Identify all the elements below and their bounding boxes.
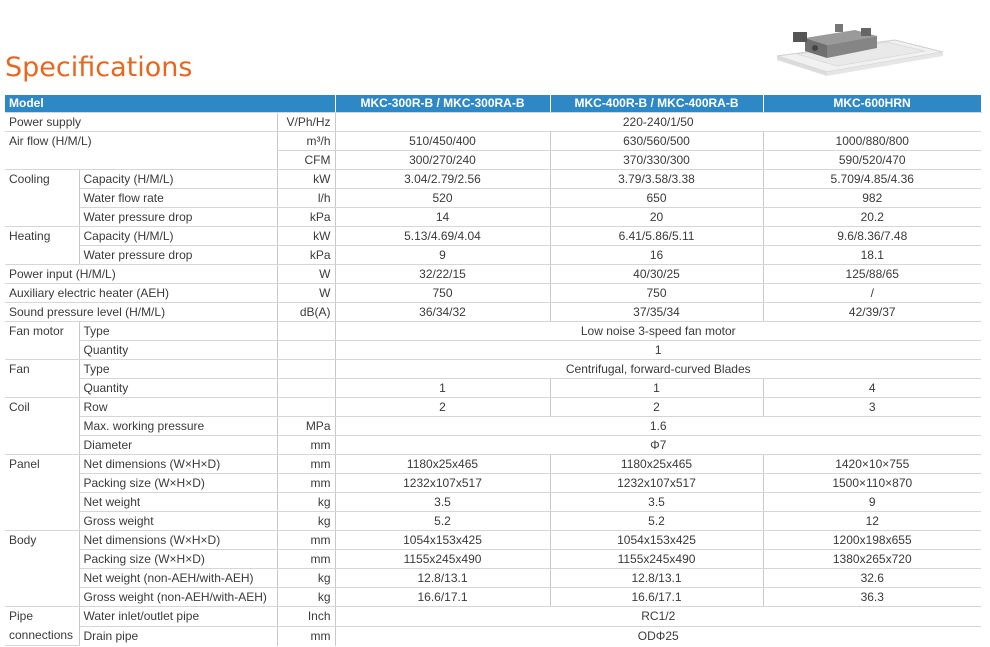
table-row — [5, 170, 981, 189]
header-model-2: MKC-400R-B / MKC-400RA-B — [550, 95, 763, 113]
row-unit: mm — [277, 474, 335, 493]
row-value-3: 9 — [763, 493, 981, 512]
table-row — [5, 626, 981, 645]
table-row — [5, 474, 981, 493]
row-label: Capacity (H/M/L) — [79, 227, 277, 246]
row-value-2: 750 — [550, 284, 763, 303]
row-value-3: 5.709/4.85/4.36 — [763, 170, 981, 189]
row-unit: mm — [277, 626, 335, 645]
row-value-1: 36/34/32 — [335, 303, 550, 322]
row-value: 220-240/1/50 — [335, 113, 981, 132]
row-label: Water pressure drop — [79, 208, 277, 227]
specifications-table — [5, 95, 982, 646]
row-unit — [277, 360, 335, 379]
group-label-fan-motor: Fan motor — [5, 322, 79, 360]
header-model: Model — [5, 95, 335, 113]
row-label: Gross weight (non-AEH/with-AEH) — [79, 588, 277, 607]
row-value: Low noise 3-speed fan motor — [335, 322, 981, 341]
row-value: ODΦ25 — [637, 629, 679, 644]
row-value-2: 1232x107x517 — [550, 474, 763, 493]
table-row — [5, 588, 981, 607]
table-row — [5, 531, 981, 550]
row-label: Type — [79, 322, 277, 341]
row-label: Quantity — [79, 379, 277, 398]
row-label: Drain pipe — [79, 626, 277, 645]
row-value-1: 1054x153x425 — [335, 531, 550, 550]
row-value-2: 5.2 — [550, 512, 763, 531]
row-value-1: 1232x107x517 — [335, 474, 550, 493]
row-unit: kg — [277, 569, 335, 588]
table-row — [5, 493, 981, 512]
row-label: Net weight (non-AEH/with-AEH) — [79, 569, 277, 588]
row-value-3: 1200x198x655 — [763, 531, 981, 550]
table-row — [5, 398, 981, 417]
row-value: 1 — [335, 341, 981, 360]
row-value-2: 630/560/500 — [550, 132, 763, 151]
row-unit: mm — [277, 455, 335, 474]
row-label: Capacity (H/M/L) — [79, 170, 277, 189]
row-value-3: 125/88/65 — [763, 265, 981, 284]
row-value-1: 5.13/4.69/4.04 — [335, 227, 550, 246]
row-label: Packing size (W×H×D) — [79, 474, 277, 493]
row-label: Power supply — [5, 113, 277, 132]
row-value-3: / — [763, 284, 981, 303]
row-value-2: 16 — [550, 246, 763, 265]
group-label-coil: Coil — [5, 398, 79, 455]
row-value-1: 510/450/400 — [335, 132, 550, 151]
row-value-1: 2 — [335, 398, 550, 417]
row-unit: mm — [277, 550, 335, 569]
row-value-2: 3.79/3.58/3.38 — [550, 170, 763, 189]
row-unit: m³/h — [277, 132, 335, 151]
table-row — [5, 265, 981, 284]
table-row — [5, 455, 981, 474]
row-label: Max. working pressure — [79, 417, 277, 436]
row-unit: MPa — [277, 417, 335, 436]
row-label: Air flow (H/M/L) — [5, 132, 277, 170]
group-label-panel: Panel — [5, 455, 79, 531]
row-label: Net dimensions (W×H×D) — [79, 531, 277, 550]
row-value-1: 3.5 — [335, 493, 550, 512]
table-row — [5, 246, 981, 265]
table-row — [5, 189, 981, 208]
row-value-2: 37/35/34 — [550, 303, 763, 322]
page-title: Specifications — [5, 52, 193, 83]
row-label: Type — [79, 360, 277, 379]
row-value-1: 14 — [335, 208, 550, 227]
row-value-2: 20 — [550, 208, 763, 227]
row-unit: CFM — [277, 151, 335, 170]
row-label: Water flow rate — [79, 189, 277, 208]
group-label-fan: Fan — [5, 360, 79, 398]
row-value: Centrifugal, forward-curved Blades — [335, 360, 981, 379]
row-value: RC1/2 — [335, 607, 981, 627]
table-row — [5, 607, 981, 627]
row-value-3: 3 — [763, 398, 981, 417]
row-value-1: 1 — [335, 379, 550, 398]
table-row — [5, 417, 981, 436]
row-value-1: 16.6/17.1 — [335, 588, 550, 607]
row-value-1: 32/22/15 — [335, 265, 550, 284]
row-value-2: 3.5 — [550, 493, 763, 512]
row-label: Power input (H/M/L) — [5, 265, 277, 284]
row-label: Diameter — [79, 436, 277, 455]
row-value-3: 20.2 — [763, 208, 981, 227]
table-row — [5, 303, 981, 322]
row-unit: mm — [277, 436, 335, 455]
header-row — [5, 95, 981, 113]
header-model-3: MKC-600HRN — [763, 95, 981, 113]
row-unit — [277, 398, 335, 417]
row-value-3: 1380x265x720 — [763, 550, 981, 569]
row-value-2: 6.41/5.86/5.11 — [550, 227, 763, 246]
row-value-2: 40/30/25 — [550, 265, 763, 284]
row-label: Sound pressure level (H/M/L) — [5, 303, 277, 322]
table-row — [5, 436, 981, 455]
row-unit: kg — [277, 588, 335, 607]
row-label: Quantity — [79, 341, 277, 360]
table-row — [5, 569, 981, 588]
row-value-3: 4 — [763, 379, 981, 398]
row-unit: kW — [277, 227, 335, 246]
row-value-1: 3.04/2.79/2.56 — [335, 170, 550, 189]
row-value-2: 370/330/300 — [550, 151, 763, 170]
row-value-3: 32.6 — [763, 569, 981, 588]
row-value-3: 1000/880/800 — [763, 132, 981, 151]
table-row — [5, 512, 981, 531]
row-unit: kg — [277, 512, 335, 531]
row-value-3: 1500×110×870 — [763, 474, 981, 493]
table-row — [5, 208, 981, 227]
row-value-3: 982 — [763, 189, 981, 208]
table-row — [5, 113, 981, 132]
table-row — [5, 132, 981, 151]
row-unit: kg — [277, 493, 335, 512]
row-value-3: 36.3 — [763, 588, 981, 607]
table-row — [5, 322, 981, 341]
row-label: Auxiliary electric heater (AEH) — [5, 284, 277, 303]
row-unit — [277, 379, 335, 398]
row-value-2: 650 — [550, 189, 763, 208]
row-value-1: 750 — [335, 284, 550, 303]
row-value-3: 18.1 — [763, 246, 981, 265]
row-label: Net weight — [79, 493, 277, 512]
row-unit: l/h — [277, 189, 335, 208]
cassette-unit-image — [775, 18, 945, 78]
row-unit: kPa — [277, 246, 335, 265]
group-label-pipe-connections: Pipe connections — [5, 607, 79, 646]
row-unit — [277, 341, 335, 360]
row-value-2: 16.6/17.1 — [550, 588, 763, 607]
row-unit: W — [277, 265, 335, 284]
row-value-1: 12.8/13.1 — [335, 569, 550, 588]
table-row — [5, 379, 981, 398]
row-value-1: 520 — [335, 189, 550, 208]
group-label-body: Body — [5, 531, 79, 607]
table-row — [5, 227, 981, 246]
group-label-cooling: Cooling — [5, 170, 79, 227]
row-unit: mm — [277, 531, 335, 550]
table-row — [5, 360, 981, 379]
row-value: 1.6 — [335, 417, 981, 436]
row-value-3: 12 — [763, 512, 981, 531]
table-row — [5, 341, 981, 360]
row-value-3: 1420×10×755 — [763, 455, 981, 474]
row-unit: dB(A) — [277, 303, 335, 322]
row-value-3: 9.6/8.36/7.48 — [763, 227, 981, 246]
row-label: Water inlet/outlet pipe — [79, 607, 277, 627]
row-value-2: 1054x153x425 — [550, 531, 763, 550]
row-value-1: 1155x245x490 — [335, 550, 550, 569]
row-value-1: 5.2 — [335, 512, 550, 531]
row-label: Water pressure drop — [79, 246, 277, 265]
row-unit: kW — [277, 170, 335, 189]
row-unit: kPa — [277, 208, 335, 227]
row-label: Net dimensions (W×H×D) — [79, 455, 277, 474]
header-model-1: MKC-300R-B / MKC-300RA-B — [335, 95, 550, 113]
row-unit: Inch — [277, 607, 335, 627]
row-value-2: 1155x245x490 — [550, 550, 763, 569]
row-unit: V/Ph/Hz — [277, 113, 335, 132]
row-unit — [277, 322, 335, 341]
row-value-2: 1 — [550, 379, 763, 398]
group-label-heating: Heating — [5, 227, 79, 265]
row-value: Φ7 — [335, 436, 981, 455]
row-label: Row — [79, 398, 277, 417]
row-value-3: 42/39/37 — [763, 303, 981, 322]
row-value-2: 12.8/13.1 — [550, 569, 763, 588]
table-row — [5, 284, 981, 303]
row-label: Packing size (W×H×D) — [79, 550, 277, 569]
row-value-3: 590/520/470 — [763, 151, 981, 170]
row-unit: W — [277, 284, 335, 303]
row-value-1: 9 — [335, 246, 550, 265]
table-row — [5, 550, 981, 569]
row-value-1: 300/270/240 — [335, 151, 550, 170]
row-value-1: 1180x25x465 — [335, 455, 550, 474]
row-value-2: 2 — [550, 398, 763, 417]
row-label: Gross weight — [79, 512, 277, 531]
row-value-2: 1180x25x465 — [550, 455, 763, 474]
